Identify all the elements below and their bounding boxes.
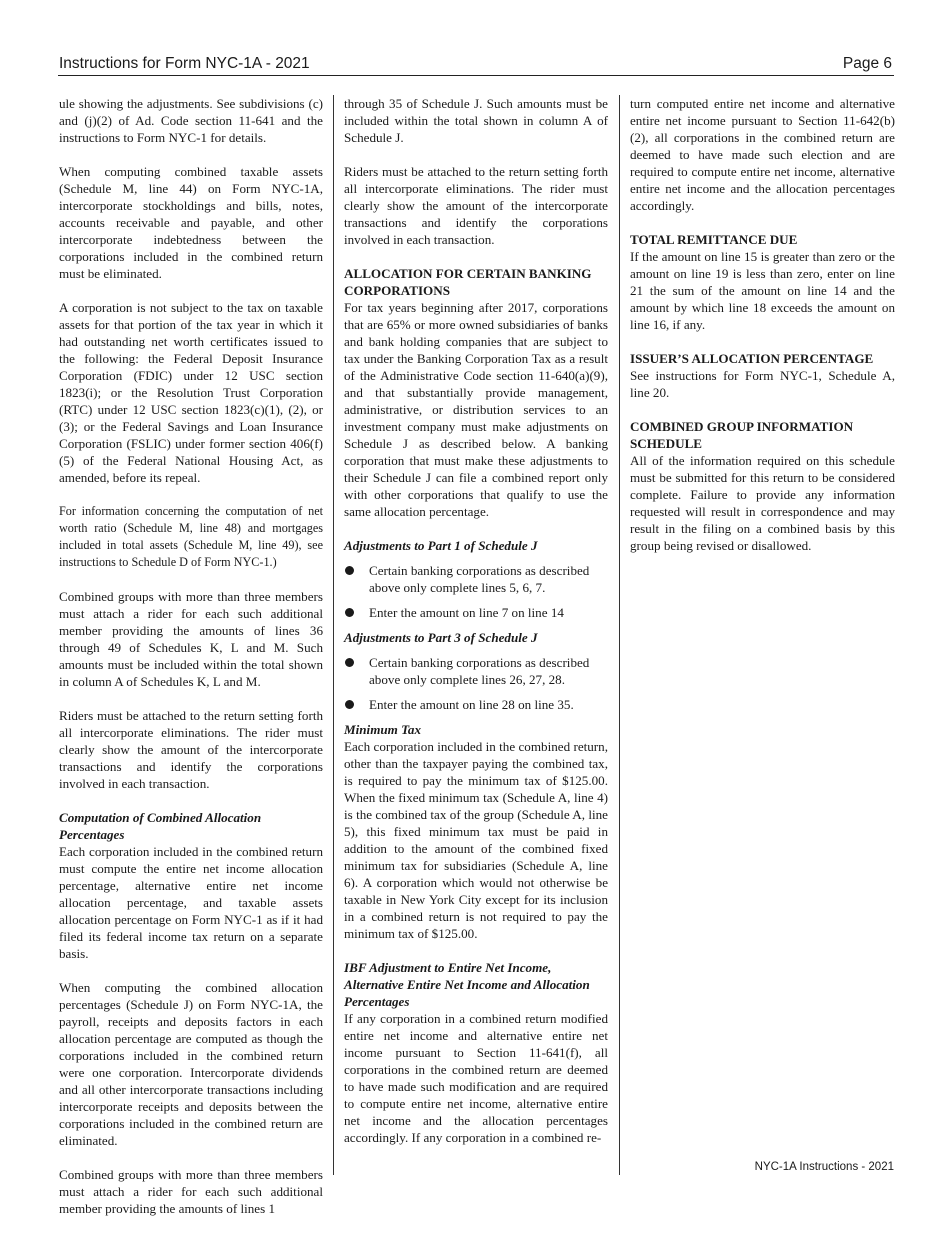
section-heading: ISSUER’S ALLOCATION PERCENTAGE bbox=[630, 351, 874, 366]
paragraph: Combined groups with more than three members must attach a rider for each such additional member providing the amounts of lines 36 through 49 of Schedules K, L and M. Such amounts must be included within the total shown in column A of Schedules K, L and M. bbox=[59, 589, 323, 689]
column-2 bbox=[344, 95, 608, 1163]
paragraph: If any corporation in a combined return modified entire net income and alternative entire net income pursuant to Section 11-641(f), all corporations in the combined return are deemed to have made such modification and are required to compute entire net income, alternative entire net income and the allocation percentages accordingly. If any corporation in a combined re- bbox=[344, 1011, 608, 1145]
paragraph: If the amount on line 15 is greater than zero or the amount on line 19 is less than zero, enter on line 21 the sum of the amount on line 14 and the amount by which line 18 exceeds the amount on line 16, if any. bbox=[630, 249, 895, 332]
section-heading: Minimum Tax bbox=[344, 722, 422, 737]
list-item-text: Certain banking corporations as described above only complete lines 5, 6, 7. bbox=[369, 563, 590, 595]
bullet-icon bbox=[345, 658, 354, 667]
section-heading: TOTAL REMITTANCE DUE bbox=[630, 232, 798, 247]
paragraph: See instructions for Form NYC-1, Schedule A, line 20. bbox=[630, 368, 895, 400]
paragraph: through 35 of Schedule J. Such amounts must be included within the total shown in column A of Schedule J. bbox=[344, 96, 608, 145]
paragraph: For information concerning the computation of net worth ratio (Schedule M, line 48) and mortgages included in total assets (Schedule M, line 49), see instructions to Schedule D of Form NYC-1.) bbox=[59, 504, 323, 569]
list-item-text: Enter the amount on line 7 on line 14 bbox=[369, 605, 564, 620]
paragraph: Riders must be attached to the return setting forth all intercorporate eliminations. The rider must clearly show the amount of the intercorporate transactions and identify the corporations involved in each transaction. bbox=[344, 164, 608, 247]
column-1 bbox=[59, 95, 323, 1234]
column-3 bbox=[630, 95, 895, 571]
subsection-heading: Adjustments to Part 1 of Schedule J bbox=[344, 538, 538, 553]
list-item bbox=[344, 562, 608, 596]
bullet-icon bbox=[345, 700, 354, 709]
paragraph: Combined groups with more than three members must attach a rider for each such additional member providing the amounts of lines 1 bbox=[59, 1167, 323, 1216]
paragraph: A corporation is not subject to the tax on taxable assets for that portion of the tax year in which it had outstanding net worth certificates issued to the following: the Federal Deposit Insurance Corporation (FDIC) under 12 USC section 1823(i); or the Resolution Trust Corporation (RTC) under 12 USC section 1823(c)(1), (2), or (3); or the Federal Savings and Loan Insurance Corporation (FSLIC) under former section 406(f)(5) of the Federal National Housing Act, as amended, before its repeal. bbox=[59, 300, 323, 485]
list-item bbox=[344, 604, 608, 621]
bullet-icon bbox=[345, 608, 354, 617]
paragraph: When computing the combined allocation percentages (Schedule J) on Form NYC-1A, the payroll, receipts and deposits factors in each allocation percentage are computed as though the corporations included in the combined return were one corporation. Intercorporate dividends and all other intercorporate transactions including intercorporate receipts and deposits between the corporations included in the combined return are eliminated. bbox=[59, 980, 323, 1148]
list-item-text: Certain banking corporations as described above only complete lines 26, 27, 28. bbox=[369, 655, 590, 687]
paragraph: For tax years beginning after 2017, corporations that are 65% or more owned subsidiaries of banks and bank holding companies that are subject to tax under the Banking Corporation Tax as a result of the Administrative Code section 11-640(a)(9), and that substantially provide management, administrative, or distribution services to an investment company must make adjustments on Schedule J as described below. A banking corporation that must make these adjustments to their Schedule J can file a combined report only with other corporations that qualify to use the same allocation percentage. bbox=[344, 300, 608, 519]
list-item-text: Enter the amount on line 28 on line 35. bbox=[369, 697, 574, 712]
paragraph: When computing combined taxable assets (Schedule M, line 44) on Form NYC-1A, intercorporate stockholdings and bills, notes, accounts receivable and payable, and other intercorporate indebtedness between the corporations included in the combined return must be eliminated. bbox=[59, 164, 323, 281]
paragraph: ule showing the adjustments. See subdivisions (c) and (j)(2) of Ad. Code section 11-641 and the instructions to Form NYC-1 for details. bbox=[59, 96, 323, 145]
page-header bbox=[58, 55, 894, 76]
subsection-heading: Adjustments to Part 3 of Schedule J bbox=[344, 630, 538, 645]
section-heading: ALLOCATION FOR CERTAIN BANKING CORPORATIONS bbox=[344, 266, 592, 298]
list-item bbox=[344, 696, 608, 713]
paragraph: Each corporation included in the combined return must compute the entire net income allocation percentage, alternative entire net income allocation percentage, and taxable assets allocation percentage on Form NYC-1 as if it had filed its federal income tax return on a separate basis. bbox=[59, 844, 323, 961]
list-item bbox=[344, 654, 608, 688]
bullet-list bbox=[344, 562, 608, 621]
paragraph: All of the information required on this schedule must be submitted for this return to be considered complete. Failure to provide any information requested will result in correspondence and may result in the filing on a combined basis by this group being revised or disallowed. bbox=[630, 453, 895, 553]
section-heading: COMBINED GROUP INFORMATION SCHEDULE bbox=[630, 419, 854, 451]
page-number: Page 6 bbox=[842, 55, 892, 72]
column-divider-2 bbox=[619, 95, 620, 1175]
paragraph: Each corporation included in the combined return, other than the taxpayer paying the combined tax, is required to pay the minimum tax of $125.00. When the fixed minimum tax (Schedule A, line 4) is the combined tax of the group (Schedule A, line 5), this fixed minimum tax must be paid in addition to the amount of the combined fixed minimum tax for subsidiaries (Schedule A, line 6). A corporation which would not otherwise be taxable in New York City except for its inclusion in a combined return is not required to pay the minimum tax of $125.00. bbox=[344, 739, 608, 941]
bullet-icon bbox=[345, 566, 354, 575]
section-heading: Computation of Combined Allocation Percentages bbox=[59, 810, 262, 842]
bullet-list bbox=[344, 654, 608, 713]
page-footer: NYC-1A Instructions - 2021 bbox=[754, 1161, 894, 1173]
paragraph: Riders must be attached to the return setting forth all intercorporate eliminations. The rider must clearly show the amount of the intercorporate transactions and identify the corporations involved in each transaction. bbox=[59, 708, 323, 791]
document-title: Instructions for Form NYC-1A - 2021 bbox=[59, 55, 310, 72]
section-heading: IBF Adjustment to Entire Net Income, Alternative Entire Net Income and Allocation Percentages bbox=[344, 960, 590, 1009]
column-divider-1 bbox=[333, 95, 334, 1175]
paragraph: turn computed entire net income and alternative entire net income pursuant to Section 11-642(b)(2), all corporations in the combined return are deemed to have made such election and are required to compute entire net income, alternative entire net income and the allocation percentages accordingly. bbox=[630, 96, 895, 213]
